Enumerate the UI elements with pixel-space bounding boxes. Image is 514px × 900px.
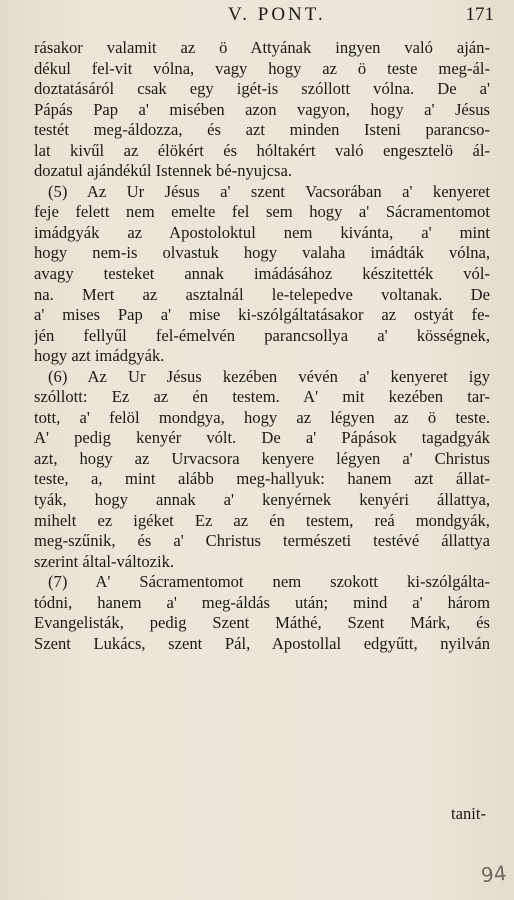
running-head: V. PONT. xyxy=(228,4,326,25)
text-line: na. Mert az asztalnál le-telepedve voltanak. De xyxy=(34,284,490,304)
text-line: A' pedig kenyér vólt. De a' Pápások tagadgyák xyxy=(34,428,490,448)
catchword: tanit- xyxy=(450,804,486,823)
text-line: meg-szűnik, és a' Christus természeti testévé állattya xyxy=(34,531,490,551)
text-line: lat kivűl az élökért és hóltakért való engesztelö ál- xyxy=(34,140,490,160)
text-line: imádgyák az Apostoloktul nem kivánta, a' mint xyxy=(34,222,490,242)
text-line: doztatásáról csak egy igét-is szóllott vólna. De a' xyxy=(34,79,490,99)
text-line: Pápás Pap a' misében azon vagyon, hogy a' Jésus xyxy=(34,99,490,119)
text-line: dozatul ajándékúl Istennek bé-nyujcsa. xyxy=(34,161,293,181)
paragraph-start-7: (7) A' Sácramentomot nem szokott ki-szólgálta- xyxy=(48,572,490,592)
text-line: feje felett nem emelte fel sem hogy a' Sácramentomot xyxy=(34,202,490,222)
text-line: szóllott: Ez az én testem. A' mit kezében tar- xyxy=(34,387,490,407)
text-line: azt, hogy az Urvacsora kenyere légyen a' Christus xyxy=(34,448,490,468)
text-line: tott, a' felöl mondgya, hogy az légyen az ö teste. xyxy=(34,407,490,427)
text-line: mihelt ez igéket Ez az én testem, reá mondgyák, xyxy=(34,510,490,530)
text-line: szerint által-változik. xyxy=(34,551,175,571)
text-line: tódni, hanem a' meg-áldás után; mind a' három xyxy=(34,592,490,612)
text-line: teste, a, mint alább meg-hallyuk: hanem azt állat- xyxy=(34,469,490,489)
text-line: avagy testeket annak imádásához készitették vól- xyxy=(34,264,490,284)
paragraph-start-5: (5) Az Ur Jésus a' szent Vacsorában a' kenyeret xyxy=(48,181,490,201)
text-line: dékul fel-vit vólna, vagy hogy az ö teste meg-ál- xyxy=(34,58,490,78)
text-line: testét meg-áldozza, és azt minden Isteni parancso- xyxy=(34,120,490,140)
text-line: rásakor valamit az ö Attyának ingyen való aján- xyxy=(34,38,490,57)
text-line: tyák, hogy annak a' kenyérnek kenyéri állattya, xyxy=(34,490,490,510)
page-header xyxy=(0,0,514,38)
text-line: hogy azt imádgyák. xyxy=(34,346,165,366)
text-line: Evangelisták, pedig Szent Máthé, Szent Márk, és xyxy=(34,613,490,633)
handwritten-folio-number: 94 xyxy=(479,860,508,888)
body-text xyxy=(34,38,490,654)
page-number: 171 xyxy=(465,4,494,25)
text-line: a' mises Pap a' mise ki-szólgáltatásakor az ostyát fe- xyxy=(34,305,490,325)
text-line: Szent Lukács, szent Pál, Apostollal edgyűtt, nyilván xyxy=(34,633,490,653)
text-line: jén fellyűl fel-émelvén parancsollya a' kösségnek, xyxy=(34,325,490,345)
paragraph-start-6: (6) Az Ur Jésus kezében vévén a' kenyeret igy xyxy=(48,366,490,386)
text-line: hogy nem-is olvastuk hogy valaha imádták vólna, xyxy=(34,243,490,263)
